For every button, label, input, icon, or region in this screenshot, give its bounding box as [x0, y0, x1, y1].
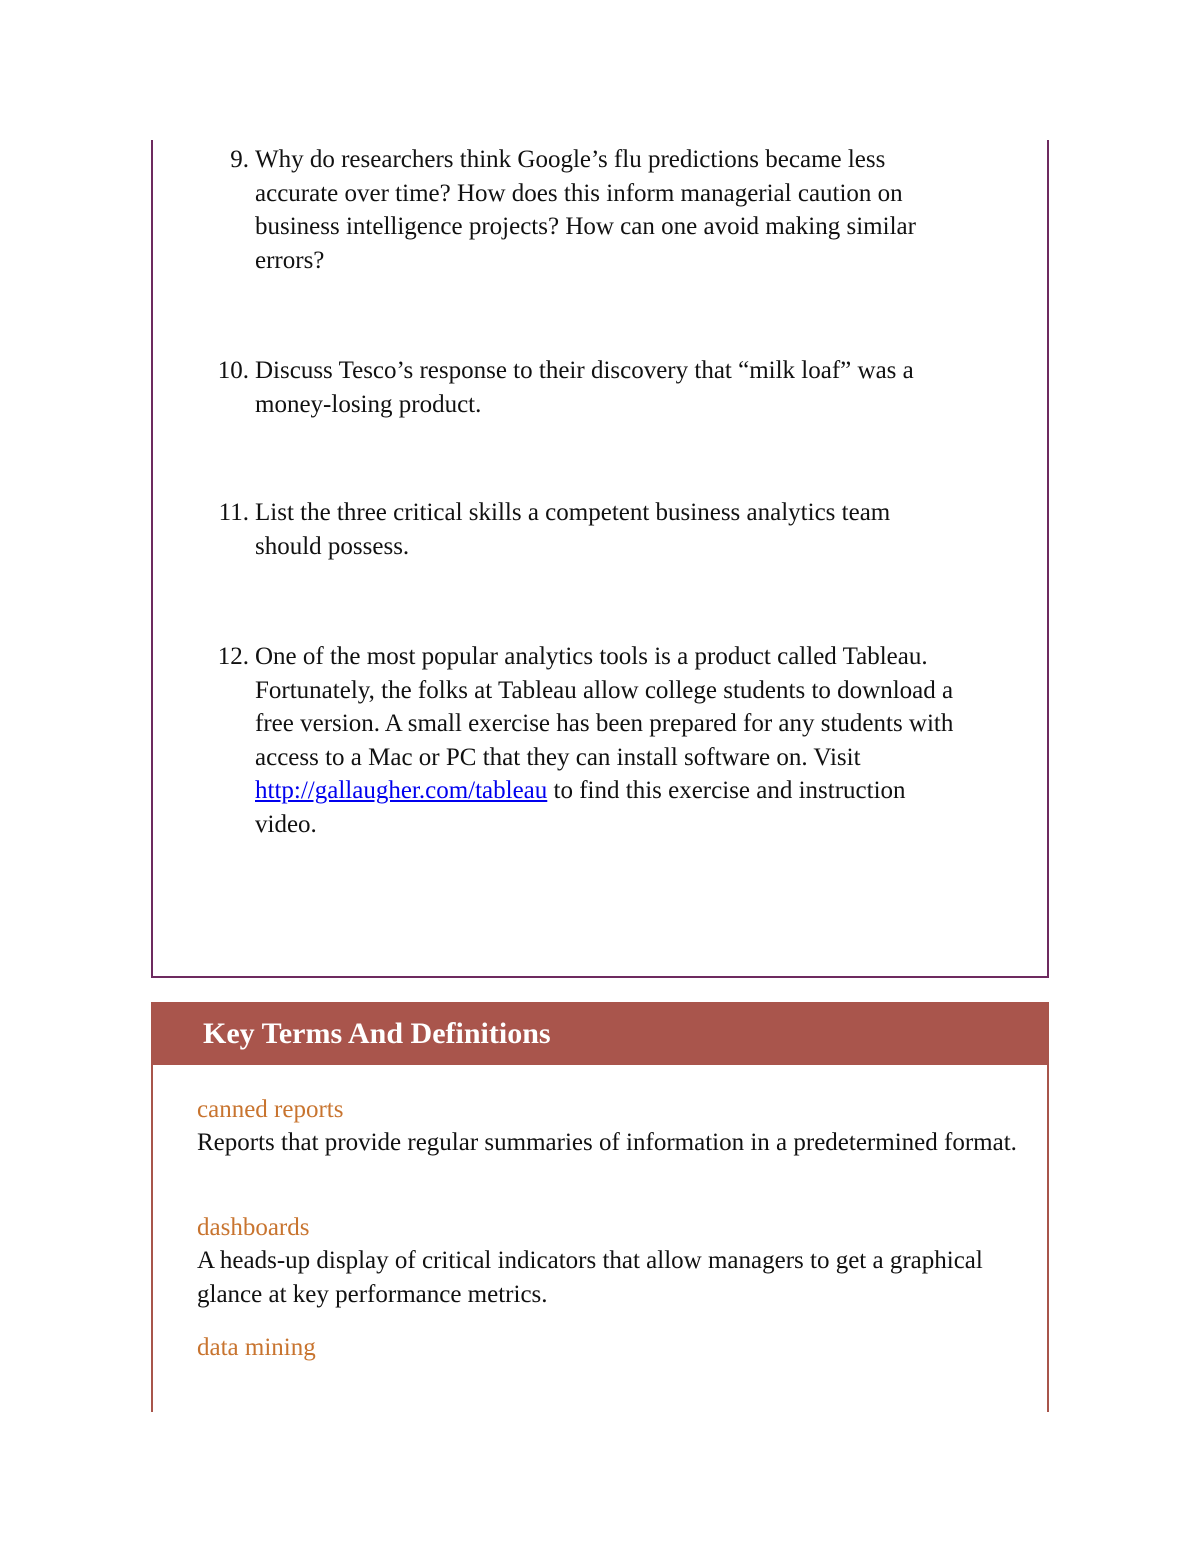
- term-canned-reports: [197, 1094, 1027, 1160]
- question-text: [255, 640, 955, 841]
- key-terms-box: [151, 1002, 1049, 1412]
- question-text-before-link: One of the most popular analytics tools is a product called Tableau. Fortunately, the folks at Tableau allow college students to download a free version. A small exercise has been prepared for any students with access to a Mac or PC that they can install software on. Visit: [255, 643, 954, 771]
- term-word: canned reports: [197, 1096, 344, 1123]
- question-text: Why do researchers think Google’s flu predictions became less accurate over time? How does this inform managerial caution on business intelligence projects? How can one avoid making similar errors?: [255, 146, 916, 274]
- question-number: 11.: [218, 499, 249, 526]
- term-data-mining: [197, 1332, 1027, 1364]
- key-terms-title: Key Terms And Definitions: [203, 1017, 551, 1050]
- term-dashboards: [197, 1212, 1027, 1312]
- question-text: Discuss Tesco’s response to their discovery that “milk loaf” was a money-losing product.: [255, 357, 914, 418]
- key-terms-header: [153, 1002, 1047, 1065]
- question-text: List the three critical skills a competent business analytics team should possess.: [255, 499, 891, 560]
- question-number: 9.: [230, 146, 249, 173]
- term-definition: Reports that provide regular summaries of information in a predetermined format.: [197, 1129, 1017, 1156]
- term-definition: A heads-up display of critical indicators that allow managers to get a graphical glance at key performance metrics.: [197, 1247, 983, 1308]
- term-word: dashboards: [197, 1214, 310, 1241]
- question-number: 12.: [217, 643, 249, 670]
- question-text-after-link: to find this exercise and instruction video.: [255, 777, 906, 838]
- term-word: data mining: [197, 1334, 316, 1361]
- tableau-link[interactable]: http://gallaugher.com/tableau: [255, 777, 548, 804]
- question-number: 10.: [217, 357, 249, 384]
- review-questions-box: [151, 140, 1049, 978]
